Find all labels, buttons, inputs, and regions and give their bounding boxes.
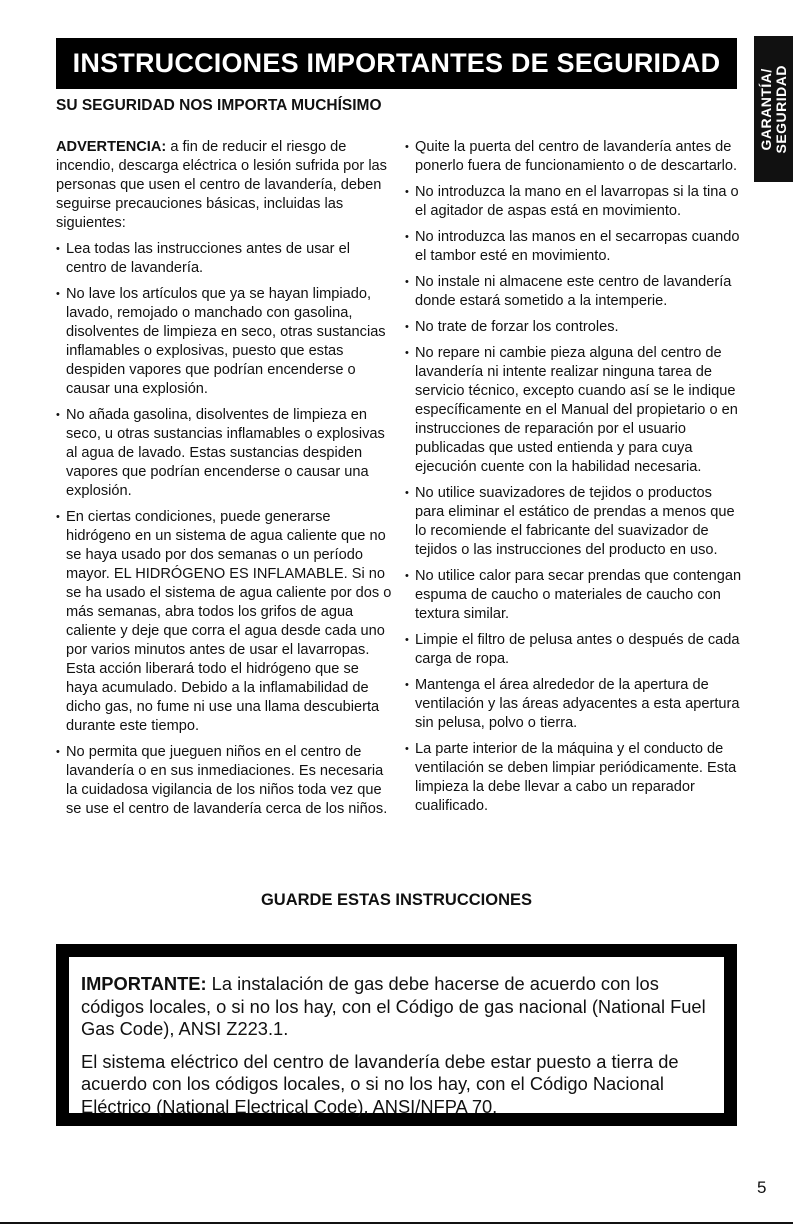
list-item: • No utilice calor para secar prendas que contengan espuma de caucho o materiales de caucho con textura similar. — [405, 567, 742, 624]
section-subtitle: SU SEGURIDAD NOS IMPORTA MUCHÍSIMO — [56, 97, 382, 114]
list-item: • Mantenga el área alrededor de la apertura de ventilación y las áreas adyacentes a esta apertura sin pelusa, polvo o tierra. — [405, 676, 742, 733]
right-column — [405, 138, 742, 816]
save-instructions-heading: GUARDE ESTAS INSTRUCCIONES — [260, 891, 533, 909]
section-side-tab — [754, 36, 793, 182]
list-item: • No permita que jueguen niños en el centro de lavandería o en sus inmediaciones. Es necesaria la cuidadosa vigilancia de los niños toda vez que se use el centro de lavandería cerca de los niños. — [56, 743, 392, 819]
page-number: 5 — [757, 1178, 767, 1197]
warning-paragraph — [56, 138, 392, 233]
important-paragraph-gas — [81, 973, 712, 1041]
important-paragraph-electrical: El sistema eléctrico del centro de lavandería debe estar puesto a tierra de acuerdo con los códigos locales, o si no los hay, con el Código Nacional Eléctrico (National Electrical Code), ANSI/NFPA 70. — [81, 1050, 679, 1117]
important-notice-box — [56, 944, 737, 1126]
list-item: • No instale ni almacene este centro de lavandería donde estará sometido a la intemperie. — [405, 273, 742, 311]
side-tab-label: GARANTÍA/ SEGURIDAD — [757, 64, 789, 154]
warning-label: ADVERTENCIA: — [56, 139, 167, 155]
page-title: INSTRUCCIONES IMPORTANTES DE SEGURIDAD — [72, 48, 721, 78]
list-item: • No introduzca las manos en el secarropas cuando el tambor esté en movimiento. — [405, 228, 742, 266]
important-gas-text: La instalación de gas debe hacerse de acuerdo con los códigos locales, o si no los hay, con el Código de gas nacional (National Fuel Gas Code), ANSI Z223.1. — [81, 973, 706, 1039]
list-item: • Quite la puerta del centro de lavandería antes de ponerlo fuera de funcionamiento o de descartarlo. — [405, 138, 742, 176]
warning-text: a fin de reducir el riesgo de incendio, descarga eléctrica o lesión sufrida por las personas que usen el centro de lavandería, deben seguirse precauciones básicas, incluidas las siguientes: — [56, 139, 387, 231]
left-column — [56, 138, 392, 819]
left-bullet-list — [56, 240, 392, 819]
right-bullet-list — [405, 138, 742, 816]
important-label: IMPORTANTE: — [81, 973, 207, 994]
bottom-rule — [0, 1222, 793, 1224]
page-title-banner — [56, 38, 737, 89]
list-item: • No trate de forzar los controles. — [405, 318, 742, 337]
list-item: • En ciertas condiciones, puede generarse hidrógeno en un sistema de agua caliente que no se haya usado por dos semanas o un período mayor. EL HIDRÓGENO ES INFLAMABLE. Si no se ha usado el sistema de agua caliente por dos o más semanas, abra todos los grifos de agua caliente y deje que corra el agua desde cada uno por varios minutos antes de usar el lavarropas. Esta acción liberará todo el hidrógeno que se haya acumulado. Debido a la inflamabilidad de dicho gas, no fume ni use una llama descubierta durante este tiempo. — [56, 508, 392, 736]
list-item: • No repare ni cambie pieza alguna del centro de lavandería ni intente realizar ninguna tarea de servicio técnico, excepto cuando así se le indique específicamente en el Manual del propietario o en instrucciones de reparación por el usuario publicadas que usted entienda y para cuya ejecución cuente con la habilidad necesaria. — [405, 344, 742, 477]
list-item: • No introduzca la mano en el lavarropas si la tina o el agitador de aspas está en movimiento. — [405, 183, 742, 221]
list-item: • Lea todas las instrucciones antes de usar el centro de lavandería. — [56, 240, 392, 278]
list-item: • La parte interior de la máquina y el conducto de ventilación se deben limpiar periódicamente. Esta limpieza la debe llevar a cabo un reparador cualificado. — [405, 740, 742, 816]
list-item: • No utilice suavizadores de tejidos o productos para eliminar el estático de prendas a menos que lo recomiende el fabricante del suavizador de tejidos o las instrucciones del producto en uso. — [405, 484, 742, 560]
list-item: • No añada gasolina, disolventes de limpieza en seco, u otras sustancias inflamables o explosivas al agua de lavado. Estas sustancias despiden vapores que podrían encenderse o causar una explosión. — [56, 406, 392, 501]
list-item: • Limpie el filtro de pelusa antes o después de cada carga de ropa. — [405, 631, 742, 669]
important-notice-content — [69, 957, 724, 1117]
list-item: • No lave los artículos que ya se hayan limpiado, lavado, remojado o manchado con gasolina, disolventes de limpieza en seco, otras sustancias inflamables o explosivas, puesto que estas despiden vapores que podrían encenderse o causar una explosión. — [56, 285, 392, 399]
